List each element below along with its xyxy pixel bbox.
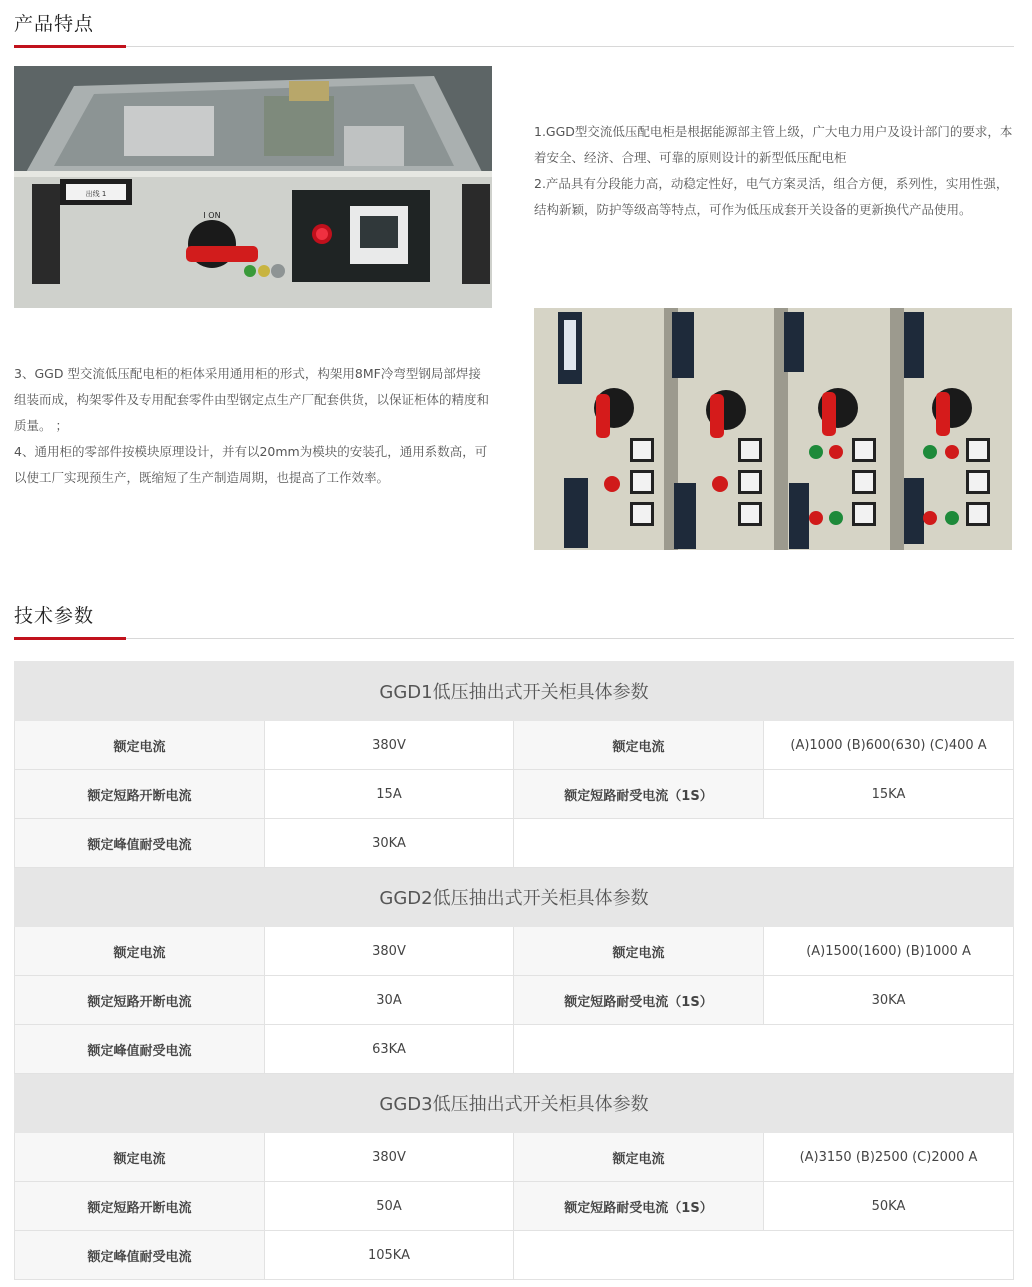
param-value: 380V [265,1133,514,1182]
spec-table [14,661,1014,1280]
section-title-features [14,0,1014,47]
spec-table-heading: GGD1低压抽出式开关柜具体参数 [15,662,1014,721]
param-label: 额定电流 [514,927,764,976]
param-label: 额定短路开断电流 [15,1182,265,1231]
param-label: 额定峰值耐受电流 [15,819,265,868]
feature-paragraphs-3-4 [14,361,492,491]
spec-table-heading: GGD3低压抽出式开关柜具体参数 [15,1074,1014,1133]
param-label: 额定峰值耐受电流 [15,1025,265,1074]
param-label: 额定短路耐受电流（1S） [514,1182,764,1231]
table-row [15,770,1014,819]
feature-point-4: 4、通用柜的零部件按模块原理设计，并有以20mm为模块的安装孔，通用系数高，可以使工厂实现预生产，既缩短了生产制造周期，也提高了工作效率。 [14,444,488,485]
tech-title: 技术参数 [14,605,95,627]
section-title-tech [14,592,1014,639]
table-row [15,927,1014,976]
param-value: 15A [265,770,514,819]
param-label: 额定短路耐受电流（1S） [514,976,764,1025]
table-row [15,721,1014,770]
spec-table-header-row [15,868,1014,927]
param-label: 额定短路耐受电流（1S） [514,770,764,819]
table-row [15,1025,1014,1074]
feature-point-1: 1.GGD型交流低压配电柜是根据能源部主管上级，广大电力用户及设计部门的要求，本着安全、经济、合理、可靠的原则设计的新型低压配电柜 [534,124,1013,165]
param-value: 30A [265,976,514,1025]
table-row [15,819,1014,868]
param-value: 50KA [764,1182,1014,1231]
title-underline [14,45,126,48]
cabinet-drawer-photo [14,66,492,308]
empty-cell [514,1231,1014,1280]
param-label: 额定电流 [15,927,265,976]
on-label: I ON [203,211,221,220]
title-underline [14,637,126,640]
switch-panel-photo [534,308,1012,550]
param-value: (A)1500(1600) (B)1000 A [764,927,1014,976]
param-label: 额定电流 [514,721,764,770]
param-label: 额定短路开断电流 [15,976,265,1025]
param-value: 380V [265,927,514,976]
feature-paragraphs-1-2 [534,119,1014,223]
table-row [15,1182,1014,1231]
param-value: 30KA [764,976,1014,1025]
table-row [15,1133,1014,1182]
features-title: 产品特点 [14,13,95,35]
param-value: 380V [265,721,514,770]
param-value: (A)1000 (B)600(630) (C)400 A [764,721,1014,770]
feature-point-2: 2.产品具有分段能力高，动稳定性好，电气方案灵活，组合方便，系列性，实用性强，结构新颖，防护等级高等特点，可作为低压成套开关设备的更新换代产品使用。 [534,176,1009,217]
param-value: 105KA [265,1231,514,1280]
param-value: 15KA [764,770,1014,819]
param-value: 63KA [265,1025,514,1074]
param-value: (A)3150 (B)2500 (C)2000 A [764,1133,1014,1182]
empty-cell [514,819,1014,868]
feature-point-3: 3、GGD 型交流低压配电柜的柜体采用通用柜的形式，构架用8MF冷弯型钢局部焊接组装而成，构架零件及专用配套零件由型钢定点生产厂配套供货，以保证柜体的精度和质量。 ； [14,366,490,433]
param-label: 额定短路开断电流 [15,770,265,819]
param-label: 额定电流 [15,1133,265,1182]
empty-cell [514,1025,1014,1074]
spec-table-header-row [15,1074,1014,1133]
spec-table-header-row [15,662,1014,721]
table-row [15,976,1014,1025]
table-row [15,1231,1014,1280]
param-value: 30KA [265,819,514,868]
param-label: 额定电流 [15,721,265,770]
param-label: 额定峰值耐受电流 [15,1231,265,1280]
feeder-tag-label: 出线 1 [85,190,107,198]
spec-table-heading: GGD2低压抽出式开关柜具体参数 [15,868,1014,927]
param-label: 额定电流 [514,1133,764,1182]
param-value: 50A [265,1182,514,1231]
